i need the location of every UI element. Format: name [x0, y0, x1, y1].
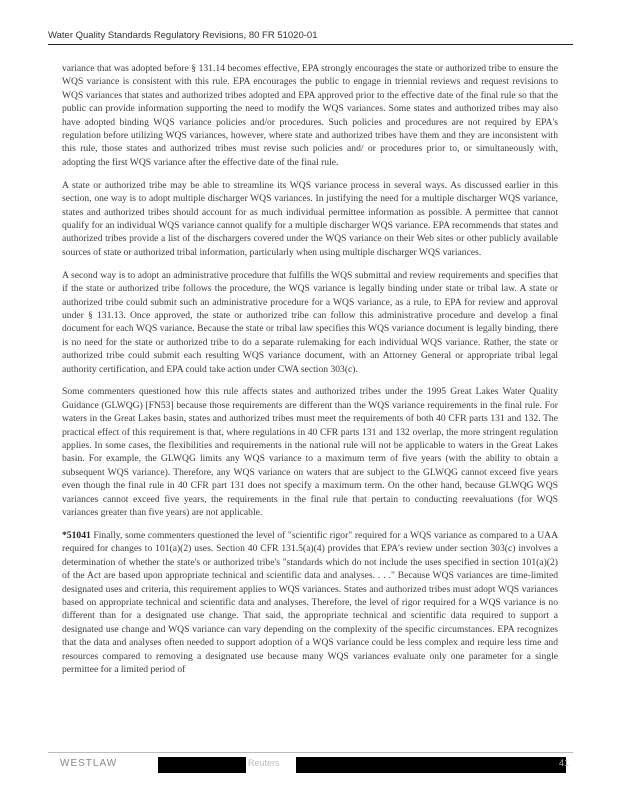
paragraph-text: Some commenters questioned how this rule affects states and authorized tribes under the 1995 Great Lakes Water Quality Guidance (GLWQG) [FN53] because those requirements are different than the WQS variance requirements in the final rule. For waters in the Great Lakes basin, states and authorized tribes must meet the requirements of both 40 CFR parts 131 and 132. The practical effect of this requirement is that, where regulations in 40 CFR parts 131 and 132 overlap, the more stringent regulation applies. In some cases, the flexibilities and requirements in the national rule will not be applicable to waters in the Great Lakes basin. For example, the GLWQG limits any WQS variance to a maximum term of five years (with the ability to obtain a subsequent WQS variance). Therefore, any WQS variance on waters that are subject to the GLWQG cannot exceed five years even though the final rule in 40 CFR part 131 does not specify a maximum term. On the other hand, because GLWQG WQS variances cannot exceed five years, the requirements in the final rule that pertain to conducting reevaluations (for WQS variances greater than five years) are not applicable. [62, 386, 558, 519]
paragraph-text: A second way is to adopt an administrative procedure that fulfills the WQS submittal and review requirements and specifies that if the state or authorized tribe follows the procedure, the WQS variance is legally binding under state or tribal law. A state or authorized tribe could submit such an administrative procedure for a WQS variance, as a rule, to EPA for review and approval under § 131.13. Once approved, the state or authorized tribe can follow this administrative procedure and develop a final document for each WQS variance. Because the state or tribal law specifies this WQS variance document is legally binding, there is no need for the state or authorized tribe to do a separate rulemaking for each individual WQS variance. Rather, the state or authorized tribe could submit each resulting WQS variance document, with an Attorney General or appropriate tribal legal authority certification, and EPA could take action under CWA section 303(c). [62, 269, 558, 375]
westlaw-logo: WESTLAW [60, 758, 118, 769]
page-number: 41 [558, 758, 569, 768]
page-marker: *51041 [62, 530, 91, 541]
paragraph [62, 179, 558, 259]
document-header [48, 30, 573, 45]
paragraph-text: variance that was adopted before § 131.14 becomes effective, EPA strongly encourages the state or authorized tribe to ensure the WQS variance is consistent with this rule. EPA encourages the public to engage in triennial reviews and request revisions to WQS variances that states and authorized tribes adopted and EPA approved prior to the effective date of the final rule so that the public can provide information supporting the need to modify the WQS variances. Some states and authorized tribes may also have adopted binding WQS variance policies and/or procedures. Such policies and procedures are not required by EPA's regulation before utilizing WQS variances, however, where state and authorized tribes have them and they are inconsistent with this rule, those states and authorized tribes must revise such policies and/ or procedures prior to, or simultaneously with, adopting the first WQS variance after the effective date of the final rule. [62, 63, 558, 168]
paragraph-text: Finally, some commenters questioned the level of "scientific rigor" required for a WQS variance as compared to a UAA required for changes to 101(a)(2) uses. Section 40 CFR 131.5(a)(4) provides that EPA's review under section 303(c) involves a determination of whether the state's or authorized tribe's "standards which do not include the uses specified in section 101(a)(2) of the Act are based upon appropriate technical and scientific data and analyses. . . ." Because WQS variances are time-limited designated uses and criteria, this requirement applies to WQS variances. States and authorized tribes must adopt WQS variances based on appropriate technical and scientific data and analyses. Therefore, the level of rigor required for a WQS variance is no different than for a designated use change. That said, the appropriate technical and scientific data required to support a designated use change and WQS variance can vary depending on the complexity of the specific circumstances. EPA recognizes that the data and analyses often needed to support adoption of a WQS variance could be less complex and require less time and resources compared to removing a designated use because many WQS variances evaluate only one parameter for a single permittee for a limited period of [62, 530, 558, 676]
paragraph [62, 269, 558, 376]
page-footer [48, 752, 573, 775]
paragraph [62, 385, 558, 519]
footer-faded-text: Reuters [248, 758, 280, 768]
paragraph [62, 62, 558, 169]
document-body [62, 62, 558, 686]
paragraph [62, 529, 558, 676]
redaction-bar [158, 757, 246, 773]
header-title: Water Quality Standards Regulatory Revisions, 80 FR 51020-01 [48, 30, 318, 41]
redaction-bar [296, 757, 566, 773]
paragraph-text: A state or authorized tribe may be able to streamline its WQS variance process in several ways. As discussed earlier in this section, one way is to adopt multiple discharger WQS variances. In justifying the need for a multiple discharger WQS variance, states and authorized tribes should account for as much individual permittee information as possible. A permittee that cannot qualify for an individual WQS variance cannot qualify for a multiple discharger WQS variance. EPA recommends that states and authorized tribes provide a list of the dischargers covered under the WQS variance on their Web sites or other publicly available sources of state or authorized tribal information, particularly when using multiple discharger WQS variances. [62, 179, 558, 258]
